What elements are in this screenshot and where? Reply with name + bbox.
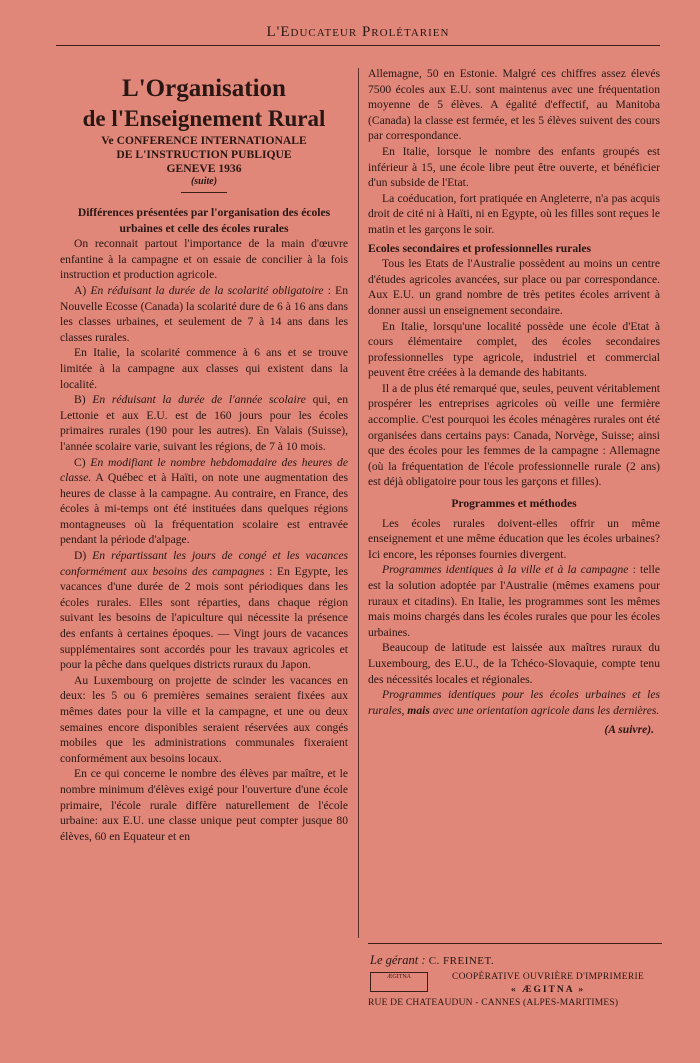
paragraph-latitude: Beaucoup de latitude est laissée aux maîtres ruraux du Luxembourg, des E.U., de la Tchéco-Slovaquie, compte tenu des nécessités locales et régionales. [368,641,660,686]
suite-label: (suite) [190,176,218,187]
paragraph-australie: Tous les Etats de l'Australie possèdent au moins un centre d'études agricoles avancées, sur place ou par correspondance. Aux E.U. un grand nombre de très petites écoles arrivent à donner aussi un enseignement secondaire. [368,257,660,317]
heading-secondaires: Ecoles secondaires et professionnelles rurales [368,241,592,255]
paragraph-luxembourg: Au Luxembourg on projette de scinder les vacances en deux: les 5 ou 6 premières semaines seraient fixées aux mêmes dates pour la ville et la campagne, et une ou deux semaines encore disponibles seraient réservées aux congés mobiles que les administrations communales fixeraient conformément aux besoins locaux. [60,673,348,765]
running-title: L'Educateur Prolétarien [266,24,450,40]
heading-programmes: Programmes et méthodes [451,497,577,511]
paragraph-coeducation: La coéducation, fort pratiquée en Angleterre, n'a pas acquis droit de cité ni à Haïti, ni en Egypte, où les filles sont reçues le matin et les garçons le soir. [368,191,660,236]
right-column [368,66,660,738]
conference-line3: GENEVE 1936 [166,162,242,175]
paragraph-continuation: Allemagne, 50 en Estonie. Malgré ces chiffres assez élevés 7500 écoles aux E.U. sont maintenus avec une fréquentation moyenne de 5 élèves. A égalité d'effectif, au Manitoba (Canada) la classe est fermée, et les 5 élèves suivent des cours par correspondance. [368,67,660,143]
paragraph-d: D) En répartissant les jours de congé et les vacances conformément aux besoins des campagnes : En Egypte, les vacances d'une durée de 2 mois sont périodiques dans les écoles rurales. Elles sont réparties, dans chaque région suivant les besoins de l'apiculture qui nécessite la présence des enfants à certaines époques. — Vingt jours de vacances supplémentaires sont accordés pour les travaux agricoles et pour la pêche dans quelques districts ruraux du Japon. [60,549,349,672]
conference-line1: Ve CONFERENCE INTERNATIONALE [101,134,307,147]
paragraph-c: C) En modifiant le nombre hebdomadaire des heures de classe. A Québec et à Haïti, on note une augmentation des heures de classe à la campagne. Au contraire, en France, des écoles à mi-temps ont été instituées dans quelques régions montagneuses où la fréquentation scolaire est entravée pendant la période d'alpage. [60,455,348,547]
cooperative-line2: « ÆGITNA » [510,985,586,995]
a-suivre: (A suivre). [604,723,654,737]
paragraph-italie-secondaire: En Italie, lorsqu'une localité possède une école d'Etat à cours élémentaire complet, des écoles secondaires professionnelles type agricole, industriel et commercial peuvent être créées à la demande des habitants. [368,319,660,380]
header-rule [56,45,660,46]
paragraph-italie-libre: En Italie, lorsque le nombre des enfants groupés est inférieur à 15, une école libre peut être ouverte, et bénéficier d'un subside de l'Etat. [368,144,660,190]
paragraph-programmes-1: Les écoles rurales doivent-elles offrir un même enseignement et une même éducation que les écoles urbaines? Ici encore, les réponses fournies divergent. [368,516,660,561]
article-title-line2: de l'Enseignement Rural [82,106,326,131]
printer-logo: ÆGITNA [370,972,428,992]
cooperative-line1: COOPÉRATIVE OUVRIÈRE D'IMPRIMERIE [451,972,645,982]
footer-rule [368,943,662,944]
intro-heading: Différences présentées par l'organisation des écoles urbaines et celle des écoles rurales [77,206,331,235]
paragraph-a-italie: En Italie, la scolarité commence à 6 ans et se trouve limitée à la campagne aux classes qui existent dans la localité. [60,346,348,391]
printer-address: RUE DE CHATEAUDUN - CANNES (ALPES-MARITIMES) [368,998,619,1008]
paragraph-programmes-2: Programmes identiques à la ville et à la campagne : telle est la solution adoptée par l'Australie (mêmes examens pour ruraux et citadins). En Italie, les programmes sont les mêmes mais moins chargés dans les écoles rurales que pour les écoles urbaines. [368,563,660,639]
left-column [60,74,348,844]
title-rule [181,192,227,193]
paragraph-a: A) En réduisant la durée de la scolarité obligatoire : En Nouvelle Ecosse (Canada) la scolarité dure de 6 à 16 ans dans les classes urbaines, et seulement de 7 à 14 ans dans les classes rurales. [60,283,348,344]
paragraph-final: Programmes identiques pour les écoles urbaines et les rurales, mais avec une orientation agricole dans les dernières. [368,688,660,717]
paragraph-remarque: Il a de plus été remarqué que, seules, peuvent véritablement prospérer les entreprises agricoles où veille une fermière accomplie. C'est pourquoi les écoles ménagères rurales ont été organisées dans certains pays: Canada, Norvège, Suisse; ainsi que des écoles pour les femmes de la campagne : Allemagne (où la fréquentation de l'école professionnelle rurale (2 ans) est déjà obligatoire pour tous les garçons et filles). [368,381,660,489]
paragraph-nombre-eleves: En ce qui concerne le nombre des élèves par maître, et le nombre minimum d'élèves exigé pour l'ouverture d'une école primaire, l'école rurale diffère naturellement de l'école urbaine: aux E.U. une classe unique peut compter jusque 80 élèves, 60 en Equateur et en [60,767,348,843]
paragraph-intro: On reconnait partout l'importance de la main d'œuvre enfantine à la campagne et on essaie de concilier à la fois instruction et production agricole. [60,237,348,282]
gerant-line: Le gérant : C. FREINET. [370,953,495,967]
conference-line2: DE L'INSTRUCTION PUBLIQUE [116,148,292,161]
column-divider [358,68,359,938]
paragraph-b: B) En réduisant la durée de l'année scolaire qui, en Lettonie et aux E.U. est de 160 jours pour les écoles primaires rurales (190 pour les autres). En Valais (Suisse), l'année scolaire varie, suivant les régions, de 7 à 10 mois. [60,393,348,453]
article-title-line1: L'Organisation [122,75,286,102]
